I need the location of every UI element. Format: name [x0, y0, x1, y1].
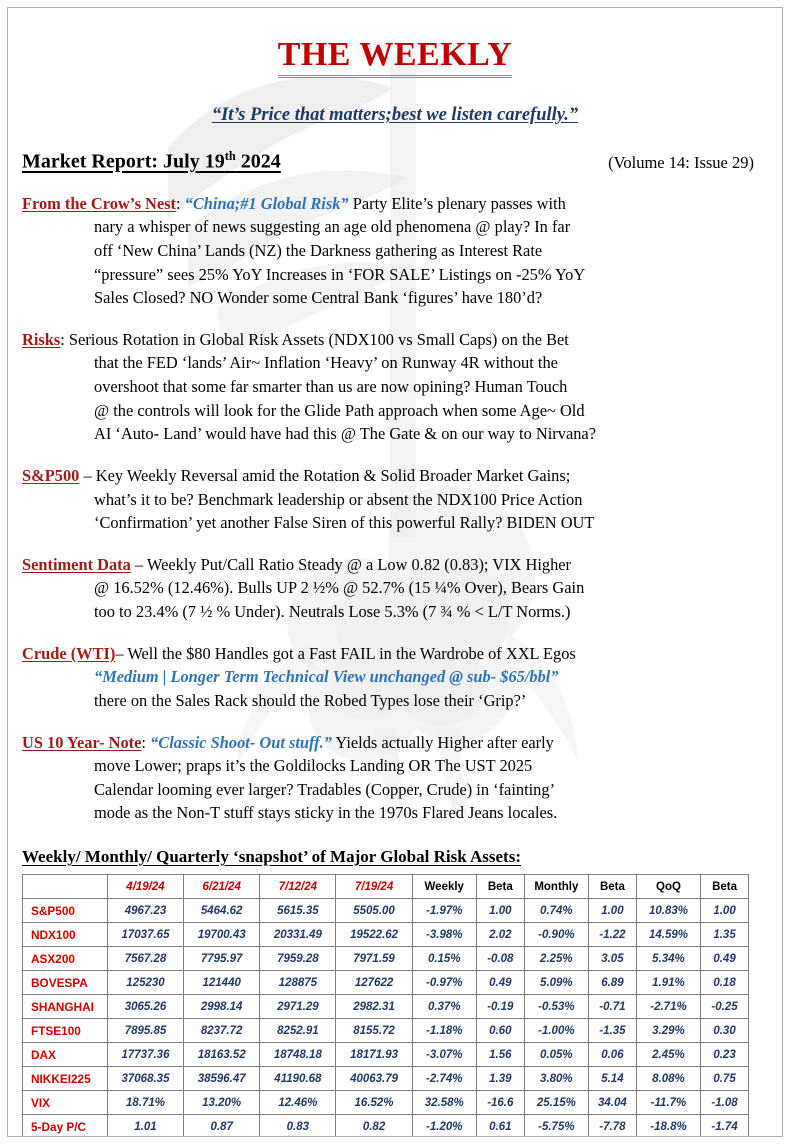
table-cell: 1.00: [701, 899, 749, 923]
report-title-year: 2024: [235, 150, 281, 173]
page-title: THE WEEKLY: [278, 38, 513, 78]
row-label-shanghai: SHANGHAI: [23, 995, 108, 1019]
section-line: that the FED ‘lands’ Air~ Inflation ‘Heavy’ on Runway 4R without the: [94, 353, 558, 373]
section-sp500: [8, 464, 782, 535]
column-header-qoq: QoQ: [636, 875, 700, 899]
table-cell: 18.71%: [107, 1091, 183, 1115]
document-page: [7, 7, 783, 1137]
row-label-asx200: ASX200: [23, 947, 108, 971]
row-label-dax: DAX: [23, 1043, 108, 1067]
section-line: @ the controls will look for the Glide Path approach when some Age~ Old: [94, 400, 585, 420]
table-cell: 14.59%: [636, 923, 700, 947]
table-cell: 8237.72: [184, 1019, 260, 1043]
table-cell: -3.98%: [412, 923, 476, 947]
table-cell: 7567.28: [107, 947, 183, 971]
table-cell: 32.58%: [412, 1091, 476, 1115]
table-cell: -2.71%: [636, 995, 700, 1019]
report-title-ordinal: th: [224, 149, 236, 163]
section-crows-nest: [8, 192, 782, 310]
table-row: [23, 899, 749, 923]
section-separator: :: [141, 732, 151, 752]
section-line: nary a whisper of news suggesting an age old phenomena @ play? In far: [94, 217, 571, 237]
table-cell: 7795.97: [184, 947, 260, 971]
table-cell: 3.05: [588, 947, 636, 971]
table-cell: 6.89: [588, 971, 636, 995]
table-cell: 2.02: [476, 923, 524, 947]
table-cell: 10.83%: [636, 899, 700, 923]
table-cell: -5.75%: [524, 1115, 588, 1137]
table-cell: 0.61: [476, 1115, 524, 1137]
table-cell: 0.83: [260, 1115, 336, 1137]
table-cell: 7971.59: [336, 947, 412, 971]
table-cell: 125230: [107, 971, 183, 995]
section-crude-wti: [8, 642, 782, 713]
table-cell: 5615.35: [260, 899, 336, 923]
table-cell: -16.6: [476, 1091, 524, 1115]
table-cell: 16.52%: [336, 1091, 412, 1115]
table-cell: 18748.18: [260, 1043, 336, 1067]
section-line: “pressure” sees 25% YoY Increases in ‘FOR SALE’ Listings on -25% YoY: [94, 264, 586, 284]
table-row: [23, 923, 749, 947]
table-cell: 0.74%: [524, 899, 588, 923]
table-cell: 17737.36: [107, 1043, 183, 1067]
section-line: AI ‘Auto- Land’ would have had this @ The Gate & on our way to Nirvana?: [94, 424, 596, 444]
table-cell: 5505.00: [336, 899, 412, 923]
row-label-5-day-p-c: 5-Day P/C: [23, 1115, 108, 1137]
section-quote: “China;#1 Global Risk”: [184, 193, 349, 213]
section-separator: :: [60, 329, 69, 349]
table-cell: 8.08%: [636, 1067, 700, 1091]
section-separator: :: [176, 193, 185, 213]
volume-issue: (Volume 14: Issue 29): [608, 152, 754, 172]
section-line: there on the Sales Rack should the Robed Types lose their ‘Grip?’: [94, 690, 527, 710]
table-body: [23, 899, 749, 1137]
row-label-nikkei225: NIKKEI225: [23, 1067, 108, 1091]
column-header-beta: Beta: [476, 875, 524, 899]
table-cell: 1.00: [588, 899, 636, 923]
column-header-date: 6/21/24: [184, 875, 260, 899]
section-risks: [8, 328, 782, 446]
table-row: [23, 947, 749, 971]
table-row: [23, 1115, 749, 1137]
table-cell: 40063.79: [336, 1067, 412, 1091]
table-cell: -11.7%: [636, 1091, 700, 1115]
section-line: @ 16.52% (12.46%). Bulls UP 2 ½% @ 52.7% (15 ¼% Over), Bears Gain: [94, 578, 585, 598]
report-title: [22, 149, 281, 174]
table-cell: 18163.52: [184, 1043, 260, 1067]
table-cell: 19700.43: [184, 923, 260, 947]
table-cell: 25.15%: [524, 1091, 588, 1115]
table-cell: 38596.47: [184, 1067, 260, 1091]
table-cell: 37068.35: [107, 1067, 183, 1091]
table-row: [23, 1067, 749, 1091]
table-cell: 12.46%: [260, 1091, 336, 1115]
snapshot-table: [22, 874, 749, 1137]
table-heading-text: Weekly/ Monthly/ Quarterly ‘snapshot’ of Major Global Risk Assets:: [22, 847, 521, 867]
table-cell: 3.29%: [636, 1019, 700, 1043]
column-header-date: 4/19/24: [107, 875, 183, 899]
section-heading: US 10 Year- Note: [22, 732, 142, 752]
table-cell: -3.07%: [412, 1043, 476, 1067]
table-cell: -0.25: [701, 995, 749, 1019]
table-cell: -2.74%: [412, 1067, 476, 1091]
table-row: [23, 995, 749, 1019]
section-line: overshoot that some far smarter than us are now opining? Human Touch: [94, 377, 568, 397]
section-heading: S&P500: [22, 465, 80, 485]
section-line: move Lower; praps it’s the Goldilocks Landing OR The UST 2025: [94, 756, 533, 776]
section-line: off ‘New China’ Lands (NZ) the Darkness gathering as Interest Rate: [94, 240, 543, 260]
table-cell: 2971.29: [260, 995, 336, 1019]
column-header-monthly: Monthly: [524, 875, 588, 899]
row-label-vix: VIX: [23, 1091, 108, 1115]
table-cell: 0.23: [701, 1043, 749, 1067]
table-corner-cell: [23, 875, 108, 899]
section-first-line-text: – Well the $80 Handles got a Fast FAIL in the Wardrobe of XXL Egos: [115, 643, 576, 663]
section-first-line-text: – Key Weekly Reversal amid the Rotation & Solid Broader Market Gains;: [83, 465, 571, 485]
table-cell: 3065.26: [107, 995, 183, 1019]
table-cell: 5464.62: [184, 899, 260, 923]
table-cell: -1.18%: [412, 1019, 476, 1043]
table-row: [23, 1019, 749, 1043]
section-heading: Crude (WTI): [22, 643, 116, 663]
table-cell: 34.04: [588, 1091, 636, 1115]
section-first-line-text: – Weekly Put/Call Ratio Steady @ a Low 0.82 (0.83); VIX Higher: [134, 554, 572, 574]
table-cell: 5.09%: [524, 971, 588, 995]
table-cell: 0.37%: [412, 995, 476, 1019]
row-label-ftse100: FTSE100: [23, 1019, 108, 1043]
table-cell: 0.18: [701, 971, 749, 995]
table-cell: 0.75: [701, 1067, 749, 1091]
table-row: [23, 971, 749, 995]
row-label-ndx100: NDX100: [23, 923, 108, 947]
table-cell: 13.20%: [184, 1091, 260, 1115]
column-header-beta: Beta: [588, 875, 636, 899]
table-cell: 1.35: [701, 923, 749, 947]
table-cell: -1.74: [701, 1115, 749, 1137]
masthead: [8, 38, 782, 78]
row-label-bovespa: BOVESPA: [23, 971, 108, 995]
section-heading: From the Crow’s Nest: [22, 193, 177, 213]
table-cell: 0.49: [701, 947, 749, 971]
row-label-s-p500: S&P500: [23, 899, 108, 923]
table-cell: 0.05%: [524, 1043, 588, 1067]
table-cell: -1.08: [701, 1091, 749, 1115]
table-cell: -0.53%: [524, 995, 588, 1019]
column-header-date: 7/12/24: [260, 875, 336, 899]
table-cell: -1.22: [588, 923, 636, 947]
section-line: what’s it to be? Benchmark leadership or absent the NDX100 Price Action: [94, 489, 583, 509]
table-heading: [8, 847, 782, 867]
table-cell: 8155.72: [336, 1019, 412, 1043]
table-cell: 20331.49: [260, 923, 336, 947]
table-header-row: [23, 875, 749, 899]
table-cell: 2.25%: [524, 947, 588, 971]
table-cell: 8252.91: [260, 1019, 336, 1043]
column-header-date: 7/19/24: [336, 875, 412, 899]
table-cell: 17037.65: [107, 923, 183, 947]
table-cell: 5.14: [588, 1067, 636, 1091]
table-cell: -7.78: [588, 1115, 636, 1137]
table-cell: 1.01: [107, 1115, 183, 1137]
table-cell: 2998.14: [184, 995, 260, 1019]
table-cell: -18.8%: [636, 1115, 700, 1137]
table-cell: 0.60: [476, 1019, 524, 1043]
table-cell: 7895.85: [107, 1019, 183, 1043]
table-cell: 1.00: [476, 899, 524, 923]
section-line: too to 23.4% (7 ½ % Under). Neutrals Lose 5.3% (7 ¾ % < L/T Norms.): [94, 602, 571, 622]
report-title-main: Market Report: July 19: [22, 150, 225, 173]
table-cell: -0.71: [588, 995, 636, 1019]
table-cell: 1.56: [476, 1043, 524, 1067]
section-inline-quote: “Medium | Longer Term Technical View unchanged @ sub- $65/bbl”: [94, 667, 559, 687]
section-heading: Risks: [22, 329, 61, 349]
section-line: Calendar looming ever larger? Tradables (Copper, Crude) in ‘fainting’: [94, 779, 556, 799]
table-cell: 18171.93: [336, 1043, 412, 1067]
table-cell: 19522.62: [336, 923, 412, 947]
table-cell: -0.08: [476, 947, 524, 971]
column-header-weekly: Weekly: [412, 875, 476, 899]
tagline: “It’s Price that matters;best we listen carefully.”: [211, 105, 579, 125]
table-cell: -1.00%: [524, 1019, 588, 1043]
table-cell: 7959.28: [260, 947, 336, 971]
table-cell: 2.45%: [636, 1043, 700, 1067]
table-row: [23, 1091, 749, 1115]
table-cell: 0.82: [336, 1115, 412, 1137]
table-cell: -1.97%: [412, 899, 476, 923]
table-cell: -0.97%: [412, 971, 476, 995]
section-heading: Sentiment Data: [22, 554, 131, 574]
table-cell: 121440: [184, 971, 260, 995]
table-cell: 1.91%: [636, 971, 700, 995]
table-cell: -0.19: [476, 995, 524, 1019]
section-line: mode as the Non-T stuff stays sticky in the 1970s Flared Jeans locales.: [94, 803, 558, 823]
table-cell: 128875: [260, 971, 336, 995]
section-line: Sales Closed? NO Wonder some Central Bank ‘figures’ have 180’d?: [94, 288, 543, 308]
section-quote: “Classic Shoot- Out stuff.”: [150, 732, 332, 752]
table-row: [23, 1043, 749, 1067]
snapshot-table-container: [8, 874, 782, 1137]
table-cell: 3.80%: [524, 1067, 588, 1091]
table-cell: -1.35: [588, 1019, 636, 1043]
table-cell: 0.15%: [412, 947, 476, 971]
table-cell: 2982.31: [336, 995, 412, 1019]
section-us-10-year-note: [8, 731, 782, 826]
table-cell: 127622: [336, 971, 412, 995]
table-cell: 0.87: [184, 1115, 260, 1137]
table-cell: 5.34%: [636, 947, 700, 971]
section-line: ‘Confirmation’ yet another False Siren of this powerful Rally? BIDEN OUT: [94, 513, 595, 533]
table-cell: 0.30: [701, 1019, 749, 1043]
column-header-beta: Beta: [701, 875, 749, 899]
table-cell: -0.90%: [524, 923, 588, 947]
section-first-line-text: Yields actually Higher after early: [331, 732, 554, 752]
section-first-line-text: Serious Rotation in Global Risk Assets (NDX100 vs Small Caps) on the Bet: [68, 329, 569, 349]
table-cell: -1.20%: [412, 1115, 476, 1137]
section-sentiment-data: [8, 553, 782, 624]
table-cell: 1.39: [476, 1067, 524, 1091]
section-first-line-text: Party Elite’s plenary passes with: [348, 193, 566, 213]
tagline-container: [8, 105, 782, 126]
table-cell: 0.49: [476, 971, 524, 995]
table-cell: 41190.68: [260, 1067, 336, 1091]
table-cell: 0.06: [588, 1043, 636, 1067]
report-line: [8, 149, 782, 174]
table-cell: 4967.23: [107, 899, 183, 923]
